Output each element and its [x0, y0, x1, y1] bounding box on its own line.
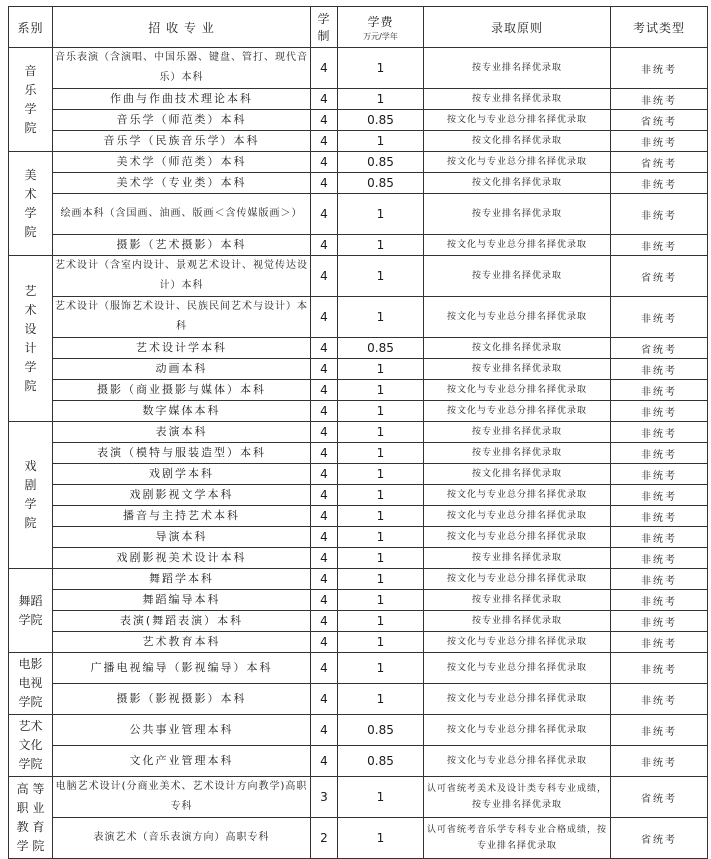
exam-cell: 非统考: [611, 131, 708, 152]
rule-cell: 按专业排名择优录取: [424, 359, 611, 380]
fee-cell: 1: [338, 401, 424, 422]
years-cell: 4: [311, 338, 338, 359]
fee-cell: 0.85: [338, 746, 424, 777]
years-cell: 4: [311, 590, 338, 611]
header-major: 招 收 专 业: [53, 7, 311, 48]
department-char: 舞蹈: [18, 593, 43, 608]
rule-cell: 按文化排名择优录取: [424, 338, 611, 359]
department-char: 院: [24, 120, 37, 135]
rule-cell: 按专业排名择优录取: [424, 89, 611, 110]
major-cell: 戏剧影视文学本科: [53, 485, 311, 506]
department-cell: [9, 48, 53, 152]
fee-cell: 1: [338, 684, 424, 715]
rule-cell: 按文化与专业总分排名择优录取: [424, 569, 611, 590]
table-row: [9, 131, 708, 152]
department-char: 音: [24, 63, 37, 78]
rule-cell: 按专业排名择优录取: [424, 611, 611, 632]
table-row: [9, 590, 708, 611]
header-dept: 系别: [9, 7, 53, 48]
years-cell: 4: [311, 569, 338, 590]
years-cell: 4: [311, 611, 338, 632]
fee-cell: 0.85: [338, 110, 424, 131]
table-row: [9, 443, 708, 464]
major-cell: 导演本科: [53, 527, 311, 548]
header-rule: 录取原则: [424, 7, 611, 48]
rule-cell: 按专业排名择优录取: [424, 443, 611, 464]
major-cell: 表演艺术（音乐表演方向）高职专科: [53, 818, 311, 859]
major-cell: 表演（模特与服装造型）本科: [53, 443, 311, 464]
table-row: [9, 611, 708, 632]
years-cell: 4: [311, 443, 338, 464]
major-cell: 文化产业管理本科: [53, 746, 311, 777]
major-cell: 摄影（影视摄影）本科: [53, 684, 311, 715]
fee-cell: 1: [338, 569, 424, 590]
table-row: [9, 380, 708, 401]
major-cell: 音乐学（民族音乐学）本科: [53, 131, 311, 152]
rule-cell: 认可省统考美术及设计类专科专业成绩，按专业排名择优录取: [424, 777, 611, 818]
header-fee: [338, 7, 424, 48]
rule-cell: 按文化排名择优录取: [424, 131, 611, 152]
table-row: [9, 777, 708, 818]
fee-cell: 0.85: [338, 152, 424, 173]
department-cell: [9, 777, 53, 859]
fee-cell: 0.85: [338, 173, 424, 194]
fee-cell: 1: [338, 359, 424, 380]
department-char: 学: [24, 497, 37, 511]
exam-cell: 非统考: [611, 653, 708, 684]
table-row: [9, 684, 708, 715]
years-cell: 4: [311, 194, 338, 235]
fee-cell: 1: [338, 527, 424, 548]
major-cell: 摄影（艺术摄影）本科: [53, 235, 311, 256]
years-cell: 4: [311, 653, 338, 684]
years-cell: 4: [311, 401, 338, 422]
rule-cell: 按文化与专业总分排名择优录取: [424, 485, 611, 506]
rule-cell: 按文化与专业总分排名择优录取: [424, 746, 611, 777]
rule-cell: 按文化排名择优录取: [424, 464, 611, 485]
table-row: [9, 48, 708, 89]
years-cell: 4: [311, 485, 338, 506]
rule-cell: 按文化与专业总分排名择优录取: [424, 527, 611, 548]
major-cell: 音乐学（师范类）本科: [53, 110, 311, 131]
major-cell: 绘画本科（含国画、油画、版画＜含传媒版画＞）: [53, 194, 311, 235]
years-cell: 4: [311, 380, 338, 401]
header-years-line1: 学: [317, 12, 331, 26]
department-char: 院: [24, 224, 37, 239]
department-char: 电视: [18, 676, 43, 690]
fee-cell: 1: [338, 194, 424, 235]
table-row: [9, 297, 708, 338]
admissions-table: [8, 6, 708, 859]
fee-cell: 1: [338, 48, 424, 89]
years-cell: 4: [311, 527, 338, 548]
table-row: [9, 194, 708, 235]
exam-cell: 省统考: [611, 110, 708, 131]
rule-cell: 按文化与专业总分排名择优录取: [424, 715, 611, 746]
fee-cell: 1: [338, 548, 424, 569]
table-row: [9, 715, 708, 746]
table-row: [9, 359, 708, 380]
exam-cell: 省统考: [611, 818, 708, 859]
rule-cell: 按文化与专业总分排名择优录取: [424, 110, 611, 131]
fee-cell: 1: [338, 422, 424, 443]
department-char: 学: [24, 205, 37, 220]
department-cell: [9, 569, 53, 653]
years-cell: 4: [311, 464, 338, 485]
rule-cell: 按专业排名择优录取: [424, 548, 611, 569]
table-row: [9, 256, 708, 297]
department-cell: [9, 256, 53, 422]
major-cell: 表演本科: [53, 422, 311, 443]
department-char: 学 院: [16, 838, 45, 853]
fee-cell: 1: [338, 443, 424, 464]
years-cell: 4: [311, 235, 338, 256]
exam-cell: 非统考: [611, 194, 708, 235]
header-years-line2: 制: [317, 29, 331, 43]
years-cell: 2: [311, 818, 338, 859]
fee-cell: 1: [338, 818, 424, 859]
exam-cell: 非统考: [611, 590, 708, 611]
exam-cell: 非统考: [611, 235, 708, 256]
rule-cell: 按文化与专业总分排名择优录取: [424, 235, 611, 256]
major-cell: 电脑艺术设计(分商业美术、艺术设计方向教学)高职专科: [53, 777, 311, 818]
years-cell: 4: [311, 422, 338, 443]
years-cell: 4: [311, 715, 338, 746]
major-cell: 作曲与作曲技术理论本科: [53, 89, 311, 110]
table-row: [9, 338, 708, 359]
years-cell: 4: [311, 131, 338, 152]
table-row: [9, 746, 708, 777]
fee-cell: 0.85: [338, 715, 424, 746]
fee-cell: 1: [338, 632, 424, 653]
department-char: 职 业: [16, 800, 45, 815]
exam-cell: 非统考: [611, 715, 708, 746]
header-fee-unit: 万元/学年: [363, 31, 398, 41]
major-cell: 公共事业管理本科: [53, 715, 311, 746]
table-row: [9, 464, 708, 485]
years-cell: 4: [311, 684, 338, 715]
rule-cell: 按文化与专业总分排名择优录取: [424, 401, 611, 422]
major-cell: 艺术设计（含室内设计、景观艺术设计、视觉传达设计）本科: [53, 256, 311, 297]
major-cell: 数字媒体本科: [53, 401, 311, 422]
rule-cell: 认可省统考音乐学专科专业合格成绩，按专业排名择优录取: [424, 818, 611, 859]
department-cell: [9, 422, 53, 569]
exam-cell: 非统考: [611, 746, 708, 777]
table-row: [9, 110, 708, 131]
exam-cell: 省统考: [611, 777, 708, 818]
major-cell: 舞蹈编导本科: [53, 590, 311, 611]
fee-cell: 1: [338, 590, 424, 611]
major-cell: 艺术设计学本科: [53, 338, 311, 359]
exam-cell: 非统考: [611, 359, 708, 380]
table-row: [9, 506, 708, 527]
department-cell: [9, 715, 53, 777]
years-cell: 4: [311, 48, 338, 89]
years-cell: 4: [311, 746, 338, 777]
fee-cell: 1: [338, 131, 424, 152]
exam-cell: 非统考: [611, 297, 708, 338]
exam-cell: 非统考: [611, 527, 708, 548]
department-char: 术: [24, 302, 37, 317]
table-row: [9, 235, 708, 256]
exam-cell: 非统考: [611, 569, 708, 590]
department-char: 艺: [24, 283, 37, 298]
table-row: [9, 548, 708, 569]
exam-cell: 省统考: [611, 338, 708, 359]
years-cell: 4: [311, 359, 338, 380]
header-exam: 考试类型: [611, 7, 708, 48]
table-row: [9, 632, 708, 653]
major-cell: 戏剧学本科: [53, 464, 311, 485]
rule-cell: 按专业排名择优录取: [424, 48, 611, 89]
table-body: [9, 48, 708, 859]
header-fee-label: 学费: [367, 14, 394, 29]
fee-cell: 1: [338, 464, 424, 485]
department-char: 高 等: [16, 781, 45, 796]
major-cell: 动画本科: [53, 359, 311, 380]
exam-cell: 非统考: [611, 401, 708, 422]
department-char: 学院: [18, 612, 43, 627]
exam-cell: 非统考: [611, 443, 708, 464]
exam-cell: 非统考: [611, 464, 708, 485]
table-row: [9, 569, 708, 590]
department-char: 乐: [24, 82, 37, 97]
exam-cell: 非统考: [611, 173, 708, 194]
years-cell: 3: [311, 777, 338, 818]
exam-cell: 非统考: [611, 548, 708, 569]
rule-cell: 按专业排名择优录取: [424, 422, 611, 443]
rule-cell: 按专业排名择优录取: [424, 590, 611, 611]
major-cell: 美术学（师范类）本科: [53, 152, 311, 173]
major-cell: 播音与主持艺术本科: [53, 506, 311, 527]
department-cell: [9, 152, 53, 256]
rule-cell: 按文化与专业总分排名择优录取: [424, 506, 611, 527]
fee-cell: 1: [338, 653, 424, 684]
major-cell: 舞蹈学本科: [53, 569, 311, 590]
table-row: [9, 422, 708, 443]
department-char: 美: [24, 167, 37, 182]
table-row: [9, 173, 708, 194]
years-cell: 4: [311, 297, 338, 338]
major-cell: 美术学（专业类）本科: [53, 173, 311, 194]
table-row: [9, 527, 708, 548]
header-years: [311, 7, 338, 48]
years-cell: 4: [311, 110, 338, 131]
department-char: 文化: [18, 738, 43, 752]
rule-cell: 按文化排名择优录取: [424, 173, 611, 194]
fee-cell: 1: [338, 235, 424, 256]
exam-cell: 非统考: [611, 380, 708, 401]
rule-cell: 按文化与专业总分排名择优录取: [424, 632, 611, 653]
department-char: 教 育: [16, 819, 45, 834]
table-row: [9, 485, 708, 506]
header-row: [9, 7, 708, 48]
rule-cell: 按文化与专业总分排名择优录取: [424, 653, 611, 684]
major-cell: 戏剧影视美术设计本科: [53, 548, 311, 569]
exam-cell: 省统考: [611, 152, 708, 173]
rule-cell: 按文化与专业总分排名择优录取: [424, 152, 611, 173]
fee-cell: 0.85: [338, 338, 424, 359]
exam-cell: 非统考: [611, 611, 708, 632]
exam-cell: 非统考: [611, 684, 708, 715]
table-row: [9, 818, 708, 859]
exam-cell: 非统考: [611, 48, 708, 89]
years-cell: 4: [311, 506, 338, 527]
table-row: [9, 152, 708, 173]
rule-cell: 按专业排名择优录取: [424, 256, 611, 297]
department-char: 艺术: [18, 719, 43, 733]
department-char: 院: [24, 378, 37, 393]
fee-cell: 1: [338, 297, 424, 338]
rule-cell: 按专业排名择优录取: [424, 194, 611, 235]
exam-cell: 非统考: [611, 485, 708, 506]
fee-cell: 1: [338, 777, 424, 818]
table-row: [9, 401, 708, 422]
department-char: 学: [24, 101, 37, 116]
department-char: 学院: [18, 757, 43, 771]
major-cell: 摄影（商业摄影与媒体）本科: [53, 380, 311, 401]
table-row: [9, 89, 708, 110]
department-cell: [9, 653, 53, 715]
major-cell: 音乐表演（含演唱、中国乐器、键盘、管打、现代音乐）本科: [53, 48, 311, 89]
years-cell: 4: [311, 256, 338, 297]
years-cell: 4: [311, 173, 338, 194]
department-char: 戏: [24, 459, 37, 473]
fee-cell: 1: [338, 485, 424, 506]
exam-cell: 省统考: [611, 256, 708, 297]
rule-cell: 按文化与专业总分排名择优录取: [424, 297, 611, 338]
years-cell: 4: [311, 89, 338, 110]
department-char: 学: [24, 359, 37, 374]
department-char: 剧: [24, 478, 37, 492]
department-char: 学院: [18, 695, 43, 709]
exam-cell: 非统考: [611, 632, 708, 653]
department-char: 计: [24, 340, 37, 355]
department-char: 电影: [18, 657, 43, 671]
fee-cell: 1: [338, 89, 424, 110]
exam-cell: 非统考: [611, 506, 708, 527]
years-cell: 4: [311, 632, 338, 653]
table-row: [9, 653, 708, 684]
department-char: 设: [24, 321, 37, 336]
major-cell: 广播电视编导（影视编导）本科: [53, 653, 311, 684]
fee-cell: 1: [338, 256, 424, 297]
fee-cell: 1: [338, 611, 424, 632]
major-cell: 表演(舞蹈表演）本科: [53, 611, 311, 632]
fee-cell: 1: [338, 380, 424, 401]
exam-cell: 非统考: [611, 89, 708, 110]
rule-cell: 按文化与专业总分排名择优录取: [424, 684, 611, 715]
rule-cell: 按文化与专业总分排名择优录取: [424, 380, 611, 401]
major-cell: 艺术设计（服饰艺术设计、民族民间艺术与设计）本科: [53, 297, 311, 338]
years-cell: 4: [311, 548, 338, 569]
department-char: 术: [24, 186, 37, 201]
department-char: 院: [24, 516, 37, 530]
years-cell: 4: [311, 152, 338, 173]
exam-cell: 非统考: [611, 422, 708, 443]
major-cell: 艺术教育本科: [53, 632, 311, 653]
fee-cell: 1: [338, 506, 424, 527]
